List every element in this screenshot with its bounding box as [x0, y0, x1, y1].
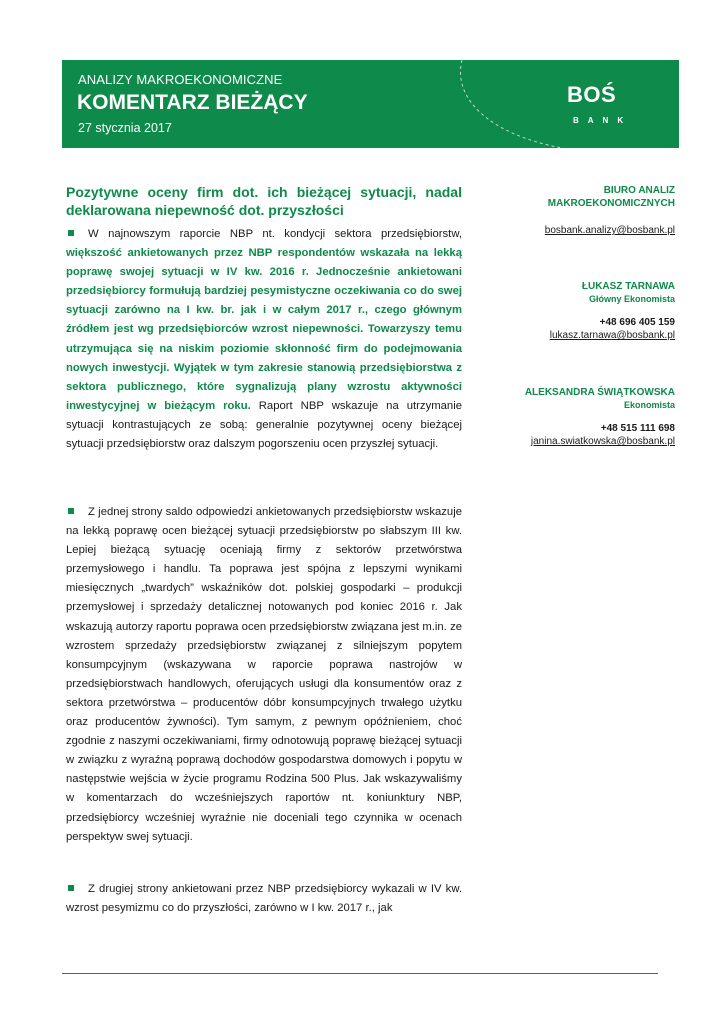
- contact-person-2: [525, 386, 675, 448]
- p1-conclusion: Raport NBP wskazuje na utrzymanie sytuacji kontrastujących ze sobą: generalnie pozytywnej oceny bieżącej sytuacji przedsiębiorstw oraz dalszym pogorszeniu ocen przyszłej sytuacji.: [66, 399, 462, 451]
- person2-email-link[interactable]: janina.swiatkowska@bosbank.pl: [530, 436, 675, 447]
- header-banner: [62, 60, 679, 148]
- report-date: 27 stycznia 2017: [78, 121, 172, 135]
- bullet-square-icon: [68, 230, 74, 236]
- p3-text: Z drugiej strony ankietowani przez NBP przedsiębiorcy wykazali w IV kw. wzrost pesymizmu co do przyszłości, zarówno w I kw. 2017 r., jak: [66, 883, 462, 915]
- person1-email-link[interactable]: lukasz.tarnawa@bosbank.pl: [549, 330, 675, 341]
- article-headline: Pozytywne oceny firm dot. ich bieżącej sytuacji, nadal deklarowana niepewność dot. przyszłości: [66, 184, 462, 218]
- logo-subtext: BANK: [573, 116, 633, 125]
- paragraph-2: [66, 503, 462, 847]
- contact-person-1: [550, 280, 675, 342]
- person2-phone: +48 515 111 698: [600, 423, 675, 434]
- report-title: KOMENTARZ BIEŻĄCY: [77, 91, 308, 114]
- person2-name: ALEKSANDRA ŚWIĄTKOWSKA: [524, 387, 675, 398]
- p1-highlight: większość ankietowanych przez NBP respondentów wskazała na lekką poprawę swojej sytuacji w IV kw. 2016 r. Jednocześnie ankietowani przedsiębiorcy formułują bardziej pesymistyczne oczekiwania co do swej sytuacji zarówno na I kw. br. jak i w całym 2017 r., czego głównym źródłem jest wg przedsiębiorców wzrost niepewności. Towarzyszy temu utrzymująca się na niskim poziomie skłonność firm do podejmowania nowych inwestycji. Wyjątek w tym zakresie stanowią przedsiębiorstwa z sektora publicznego, które sygnalizują plany wzrostu aktywności inwestycyjnej w bieżącym roku.: [66, 247, 462, 412]
- dept-contact: [545, 184, 675, 237]
- bank-logo: [567, 82, 633, 126]
- person1-role: Główny Ekonomista: [588, 294, 675, 304]
- dept-name-line2: MAKROEKONOMICZNYCH: [547, 198, 675, 209]
- bullet-square-icon: [68, 885, 74, 891]
- p2-text: Z jednej strony saldo odpowiedzi ankietowanych przedsiębiorstw wskazuje na lekką poprawę ocen bieżącej sytuacji przedsiębiorstw po słabszym III kw. Lepiej bieżącą sytuację oceniają firmy z sektorów przetwórstwa przemysłowego i handlu. Ta poprawa jest spójna z lepszymi wynikami miesięcznych „twardych” wskaźników dot. polskiej gospodarki – produkcji przemysłowej i sprzedaży detalicznej notowanych pod koniec 2016 r. Jak wskazują autorzy raportu poprawa ocen przedsiębiorstw związana jest m.in. ze wzrostem sprzedaży przedsiębiorstw związanej z silniejszym popytem konsumpcyjnym (wskazywana w raporcie poprawa nastrojów w przedsiębiorstwach handlowych, oferujących usługi dla konsumentów oraz z sektora przetwórstwa – producentów dóbr konsumpcyjnych trwałego użytku oraz producentów żywności). Tym samym, z pewnym opóźnieniem, choć zgodnie z naszymi oczekiwaniami, firmy odnotowują poprawę bieżącej sytuacji w związku z wyraźną poprawą dochodów gospodarstwa domowych i popytu w następstwie wejścia w życie programu Rodzina 500 Plus. Jak wskazywaliśmy w komentarzach do wcześniejszych raportów nt. koniunktury NBP, przedsiębiorcy wcześniej wyraźnie nie doceniali tego czynnika w ocenach perspektyw swej sytuacji.: [66, 506, 462, 843]
- footer-divider: [62, 973, 658, 974]
- paragraph-1: [66, 225, 462, 454]
- paragraph-3: [66, 880, 462, 918]
- person1-name: ŁUKASZ TARNAWA: [581, 281, 675, 292]
- report-series: ANALIZY MAKROEKONOMICZNE: [78, 72, 283, 87]
- dept-email-link[interactable]: bosbank.analizy@bosbank.pl: [544, 225, 675, 236]
- dept-name-line1: BIURO ANALIZ: [603, 185, 675, 196]
- bullet-square-icon: [68, 508, 74, 514]
- person2-role: Ekonomista: [623, 400, 675, 410]
- person1-phone: +48 696 405 159: [599, 317, 675, 328]
- decorative-curve: [452, 60, 572, 148]
- logo-wordmark: BOŚ: [567, 82, 617, 107]
- p1-intro: W najnowszym raporcie NBP nt. kondycji sektora przedsiębiorstw,: [88, 228, 462, 240]
